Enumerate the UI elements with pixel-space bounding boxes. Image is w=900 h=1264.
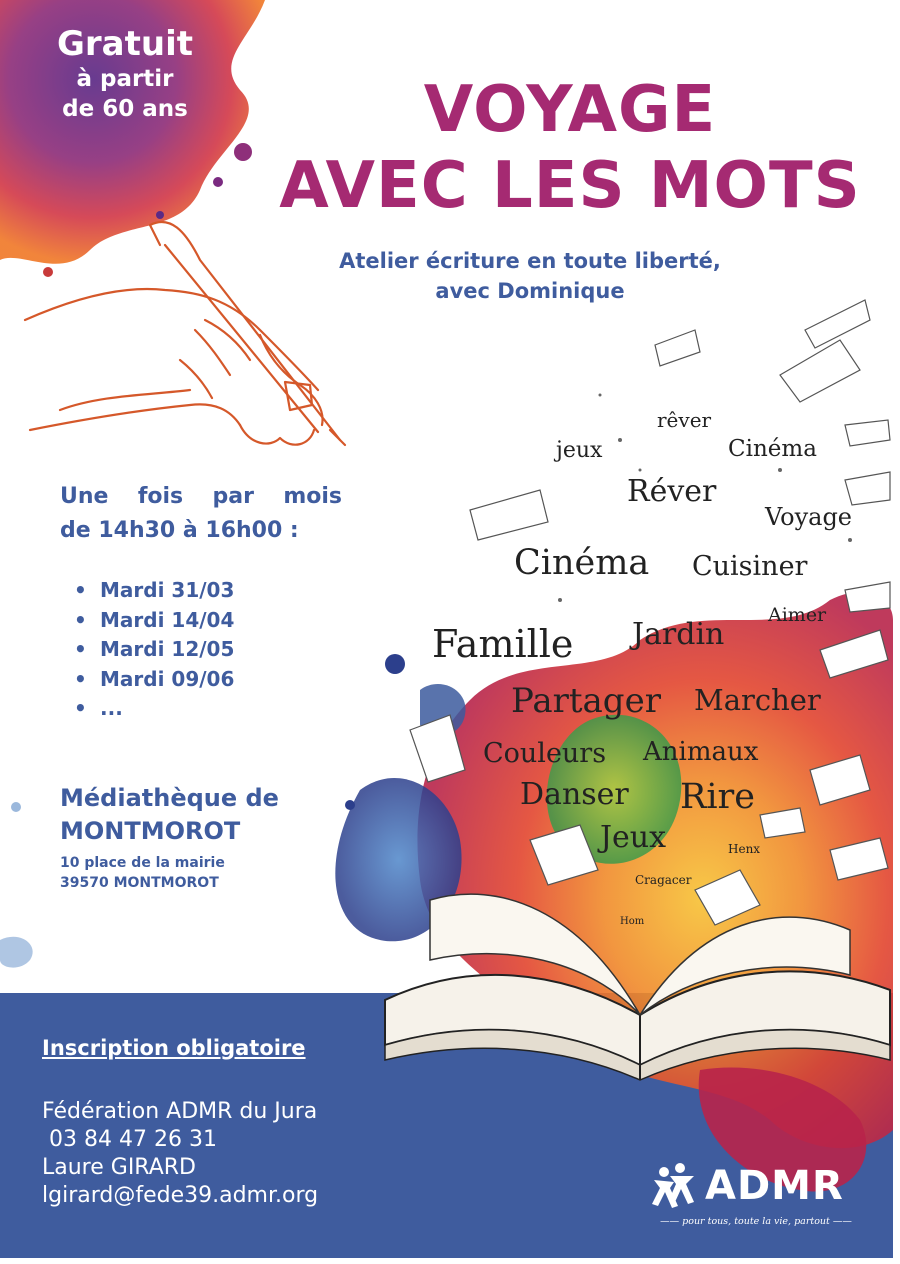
word: Cragacer	[635, 873, 692, 887]
word: Partager	[511, 681, 661, 721]
schedule-info	[60, 480, 342, 548]
free-label: Gratuit	[57, 24, 193, 64]
word: Marcher	[694, 683, 821, 717]
venue-block	[60, 782, 279, 893]
venue-name-line1: Médiathèque de	[60, 784, 279, 812]
word: rêver	[657, 408, 712, 432]
tagline-rule-left: ——	[660, 1216, 683, 1227]
contact-org: Fédération ADMR du Jura	[42, 1099, 318, 1124]
venue-name-line2: MONTMOROT	[60, 817, 241, 845]
word: Animaux	[643, 737, 759, 767]
word: Réver	[627, 474, 717, 509]
contact-name: Laure GIRARD	[42, 1155, 196, 1180]
schedule-line1: Une fois par mois	[60, 484, 342, 509]
logo-tagline	[658, 1216, 854, 1227]
word: Cinéma	[728, 436, 817, 462]
contact-email[interactable]: lgirard@fede39.admr.org	[42, 1183, 319, 1208]
subtitle-line2: avec Dominique	[435, 279, 625, 303]
word: Jardin	[632, 617, 725, 652]
logo-name: ADMR	[705, 1163, 844, 1209]
word: Couleurs	[483, 738, 607, 769]
date-item: • ...	[74, 694, 234, 724]
age-label-line1: à partir	[76, 66, 174, 92]
date-item: • Mardi 12/05	[74, 635, 234, 665]
venue-address-line2: 39570 MONTMOROT	[60, 875, 219, 891]
poster-subtitle	[280, 246, 780, 306]
word: Cuisiner	[692, 551, 808, 582]
word: jeux	[556, 438, 603, 463]
date-item: • Mardi 31/03	[74, 576, 234, 606]
title-line2: AVEC LES MOTS	[279, 149, 861, 223]
schedule-line2: de 14h30 à 16h00 :	[60, 518, 299, 543]
tagline-rule-right: ——	[829, 1216, 852, 1227]
word: Voyage	[765, 503, 853, 531]
contact-phone[interactable]: 03 84 47 26 31	[42, 1127, 217, 1152]
free-badge	[30, 24, 220, 124]
inscription-heading: Inscription obligatoire	[42, 1036, 306, 1060]
subtitle-line1: Atelier écriture en toute liberté,	[339, 249, 721, 273]
date-item: • Mardi 14/04	[74, 606, 234, 636]
title-line1: VOYAGE	[423, 73, 717, 147]
word: Jeux	[600, 820, 667, 855]
dates-list	[74, 576, 234, 724]
date-item: • Mardi 09/06	[74, 665, 234, 695]
word: Famille	[432, 622, 574, 666]
word: Aimer	[768, 604, 827, 626]
admr-logo	[650, 1162, 855, 1232]
age-label-line2: de 60 ans	[62, 96, 188, 122]
admr-people-icon	[650, 1162, 706, 1212]
word: Hom	[620, 916, 645, 927]
word: Henx	[728, 842, 761, 856]
tagline-text: pour tous, toute la vie, partout	[682, 1216, 830, 1227]
contact-block	[42, 1098, 318, 1210]
venue-address-line1: 10 place de la mairie	[60, 855, 225, 871]
word: Danser	[520, 777, 629, 812]
word: Cinéma	[514, 543, 650, 583]
word: Rire	[680, 777, 755, 817]
poster-title	[270, 72, 870, 224]
